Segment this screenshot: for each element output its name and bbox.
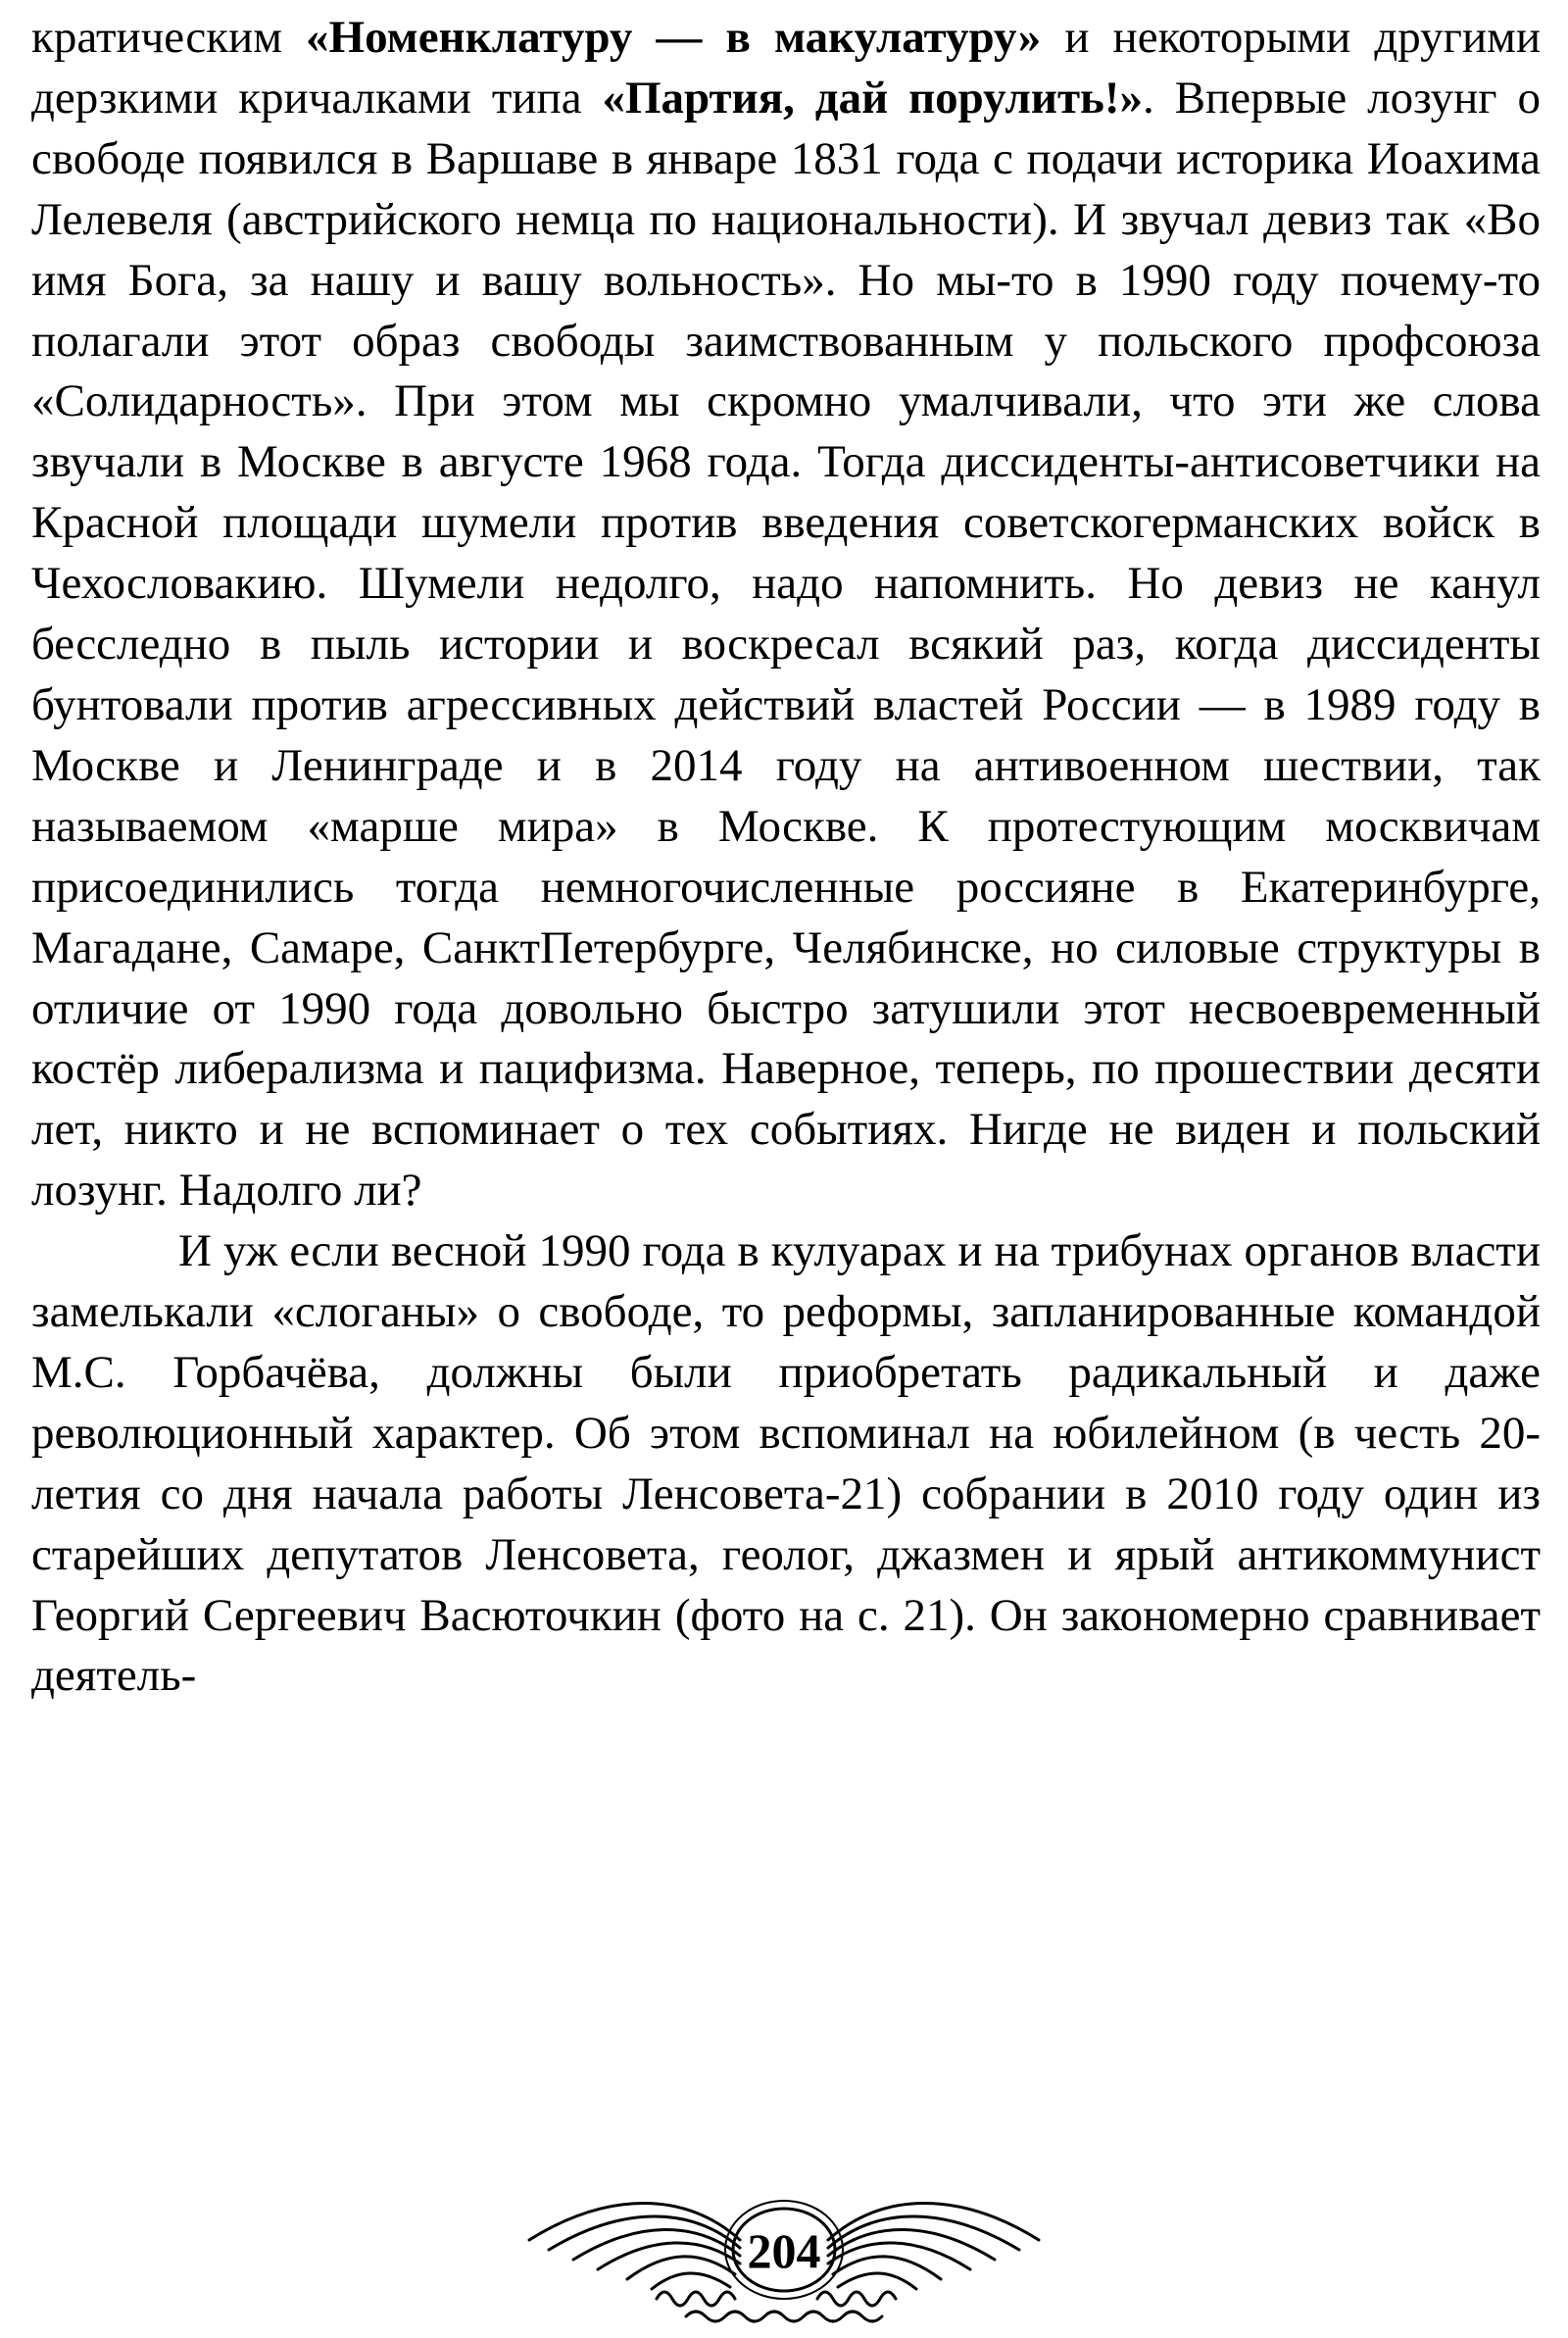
bold-slogan: «Номенклатуру — в макулатуру» — [306, 12, 1042, 63]
paragraph-1 — [31, 8, 1541, 1221]
paragraph-2 — [31, 1221, 1541, 1707]
text-run: кратическим — [31, 12, 307, 63]
page-number: 204 — [747, 2223, 821, 2278]
page-body — [31, 8, 1541, 1707]
page-footer — [490, 2152, 1078, 2328]
text-run: и некоторыми другими дерзкими кричалками типа — [31, 12, 1541, 124]
bold-slogan: «Партия, дай порулить!» — [602, 72, 1144, 124]
winged-ornament-icon — [490, 2152, 1078, 2328]
text-run: И уж если весной 1990 года в кулуарах и на трибунах органов власти замелькали «слоганы» о свободе, то реформы, запланированные командой М.С. Горбачёва, должны были приобретать радикальный и даже революционный характер. Об этом вспоминал на юбилейном (в честь 20-летия со дня начала работы Ленсовета-21) собрании в 2010 году один из старейших депутатов Ленсовета, геолог, джазмен и ярый антикоммунист Георгий Сергеевич Васюточкин (фото на с. 21). Он закономерно сравнивает деятель- — [31, 1225, 1541, 1702]
text-run: . Впервые лозунг о свободе появился в Варшаве в январе 1831 года с подачи историка Иоахима Лелевеля (австрийского немца по национальности). И звучал девиз так «Во имя Бога, за нашу и вашу вольность». Но мы-то в 1990 году почему-то полагали этот образ свободы заимствованным у польского профсоюза «Солидарность». При этом мы скромно умалчивали, что эти же слова звучали в Москве в августе 1968 года. Тогда диссиденты-антисоветчики на Красной площади шумели против введения советскогерманских войск в Чехословакию. Шумели недолго, надо напомнить. Но девиз не канул бесследно в пыль истории и воскресал всякий раз, когда диссиденты бунтовали против агрессивных действий властей России — в 1989 году в Москве и Ленинграде и в 2014 году на антивоенном шествии, так называемом «марше мира» в Москве. К протестующим москвичам присоединились тогда немногочисленные россияне в Екатеринбурге, Магадане, Самаре, СанктПетербурге, Челябинске, но силовые структуры в отличие от 1990 года довольно быстро затушили этот несвоевременный костёр либерализма и пацифизма. Наверное, теперь, по прошествии десяти лет, никто и не вспоминает о тех событиях. Нигде не виден и польский лозунг. Надолго ли? — [31, 72, 1541, 1217]
